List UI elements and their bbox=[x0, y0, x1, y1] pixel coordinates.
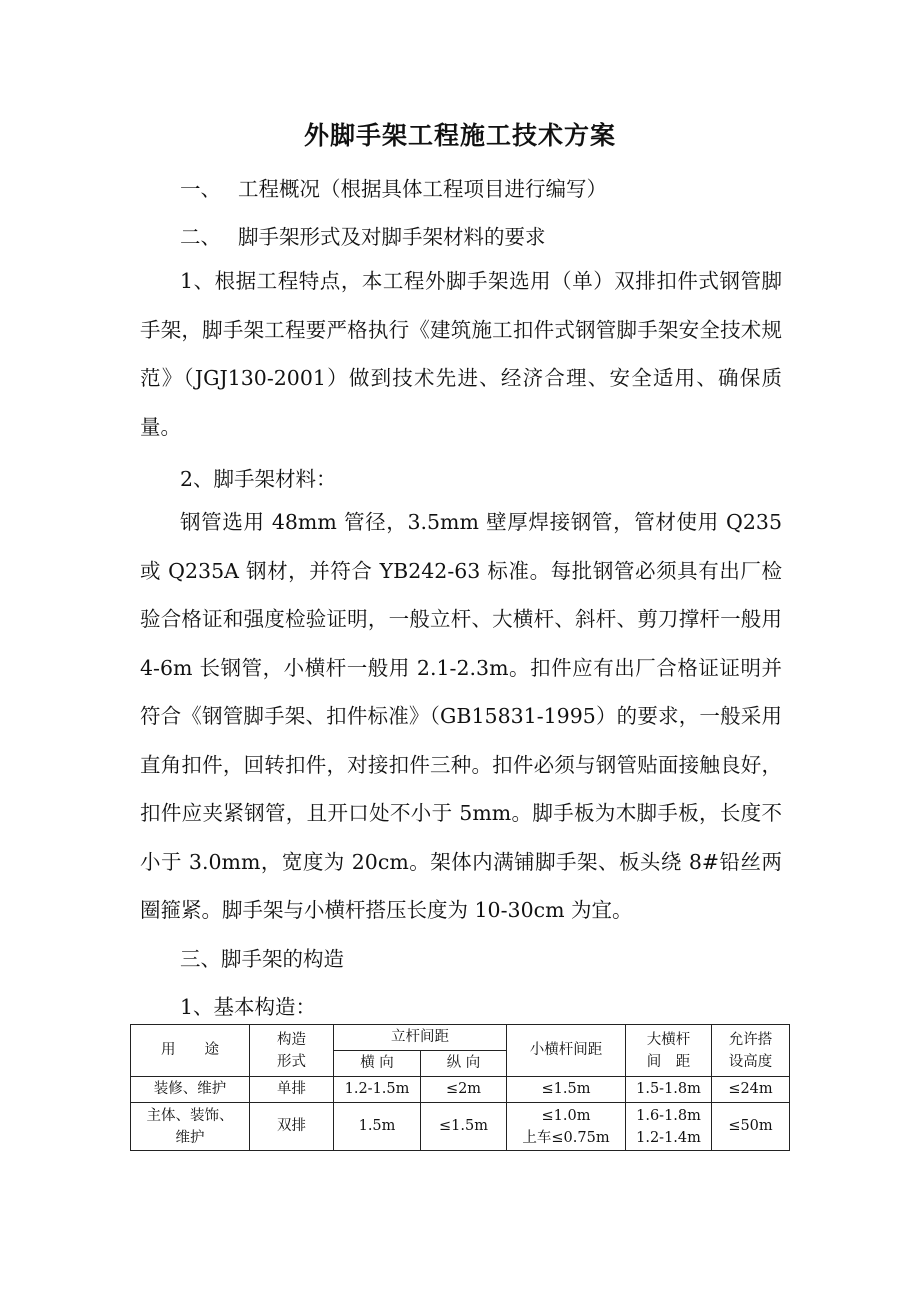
header-small-bar-spacing: 小横杆间距 bbox=[507, 1025, 626, 1077]
section-2-heading: 脚手架形式及对脚手架材料的要求 bbox=[238, 225, 546, 249]
header-pole-horizontal: 横 向 bbox=[334, 1051, 421, 1077]
cell-form: 单排 bbox=[250, 1077, 334, 1103]
section-3-1-heading: 1、基本构造： bbox=[180, 995, 317, 1019]
cell-form: 双排 bbox=[250, 1103, 334, 1151]
paragraph-scaffold-type: 1、根据工程特点，本工程外脚手架选用（单）双排扣件式钢管脚手架，脚手架工程要严格执行《建筑施工扣件式钢管脚手架安全技术规范》（JGJ130-2001）做到技术先进、经济合理、安全适用、确保质量。 bbox=[140, 269, 782, 439]
section-3-heading: 三、脚手架的构造 bbox=[180, 947, 344, 971]
header-pole-spacing: 立杆间距 bbox=[334, 1025, 507, 1051]
cell-pole-vertical: ≤2m bbox=[421, 1077, 507, 1103]
table-row bbox=[131, 1077, 790, 1103]
section-2-number: 二、 bbox=[180, 225, 221, 249]
section-1-heading: 工程概况（根据具体工程项目进行编写） bbox=[238, 177, 607, 201]
header-pole-vertical: 纵 向 bbox=[421, 1051, 507, 1077]
cell-use: 主体、装饰、 维护 bbox=[131, 1103, 250, 1151]
cell-height: ≤50m bbox=[712, 1103, 790, 1151]
scaffold-spec-table bbox=[130, 1024, 790, 1151]
cell-small-bar: ≤1.5m bbox=[507, 1077, 626, 1103]
cell-use: 装修、维护 bbox=[131, 1077, 250, 1103]
header-big-bar-spacing: 大横杆 间 距 bbox=[626, 1025, 712, 1077]
table-row bbox=[131, 1103, 790, 1151]
table-header-row bbox=[131, 1025, 790, 1051]
cell-pole-horizontal: 1.2-1.5m bbox=[334, 1077, 421, 1103]
document-title: 外脚手架工程施工技术方案 bbox=[303, 121, 616, 150]
section-1-number: 一、 bbox=[180, 177, 221, 201]
header-use: 用 途 bbox=[131, 1025, 250, 1077]
cell-height: ≤24m bbox=[712, 1077, 790, 1103]
header-allowed-height: 允许搭 设高度 bbox=[712, 1025, 790, 1077]
cell-big-bar: 1.6-1.8m 1.2-1.4m bbox=[626, 1103, 712, 1151]
cell-big-bar: 1.5-1.8m bbox=[626, 1077, 712, 1103]
cell-small-bar: ≤1.0m 上车≤0.75m bbox=[507, 1103, 626, 1151]
cell-pole-horizontal: 1.5m bbox=[334, 1103, 421, 1151]
cell-pole-vertical: ≤1.5m bbox=[421, 1103, 507, 1151]
paragraph-materials: 钢管选用 48mm 管径，3.5mm 壁厚焊接钢管，管材使用 Q235 或 Q235A 钢材，并符合 YB242-63 标准。每批钢管必须具有出厂检验合格证和强度检验证明，一般立杆、大横杆、斜杆、剪刀撑杆一般用 4-6m 长钢管，小横杆一般用 2.1-2.3m。扣件应有出厂合格证证明并符合《钢管脚手架、扣件标准》（GB15831-1995）的要求，一般采用直角扣件，回转扣件，对接扣件三种。扣件必须与钢管贴面接触良好，扣件应夹紧钢管，且开口处不小于 5mm。脚手板为木脚手板，长度不小于 3.0mm，宽度为 20cm。架体内满铺脚手架、板头绕 8#铅丝两圈箍紧。脚手架与小横杆搭压长度为 10-30cm 为宜。 bbox=[140, 510, 782, 922]
header-form: 构造 形式 bbox=[250, 1025, 334, 1077]
paragraph-materials-heading: 2、脚手架材料： bbox=[180, 467, 337, 491]
